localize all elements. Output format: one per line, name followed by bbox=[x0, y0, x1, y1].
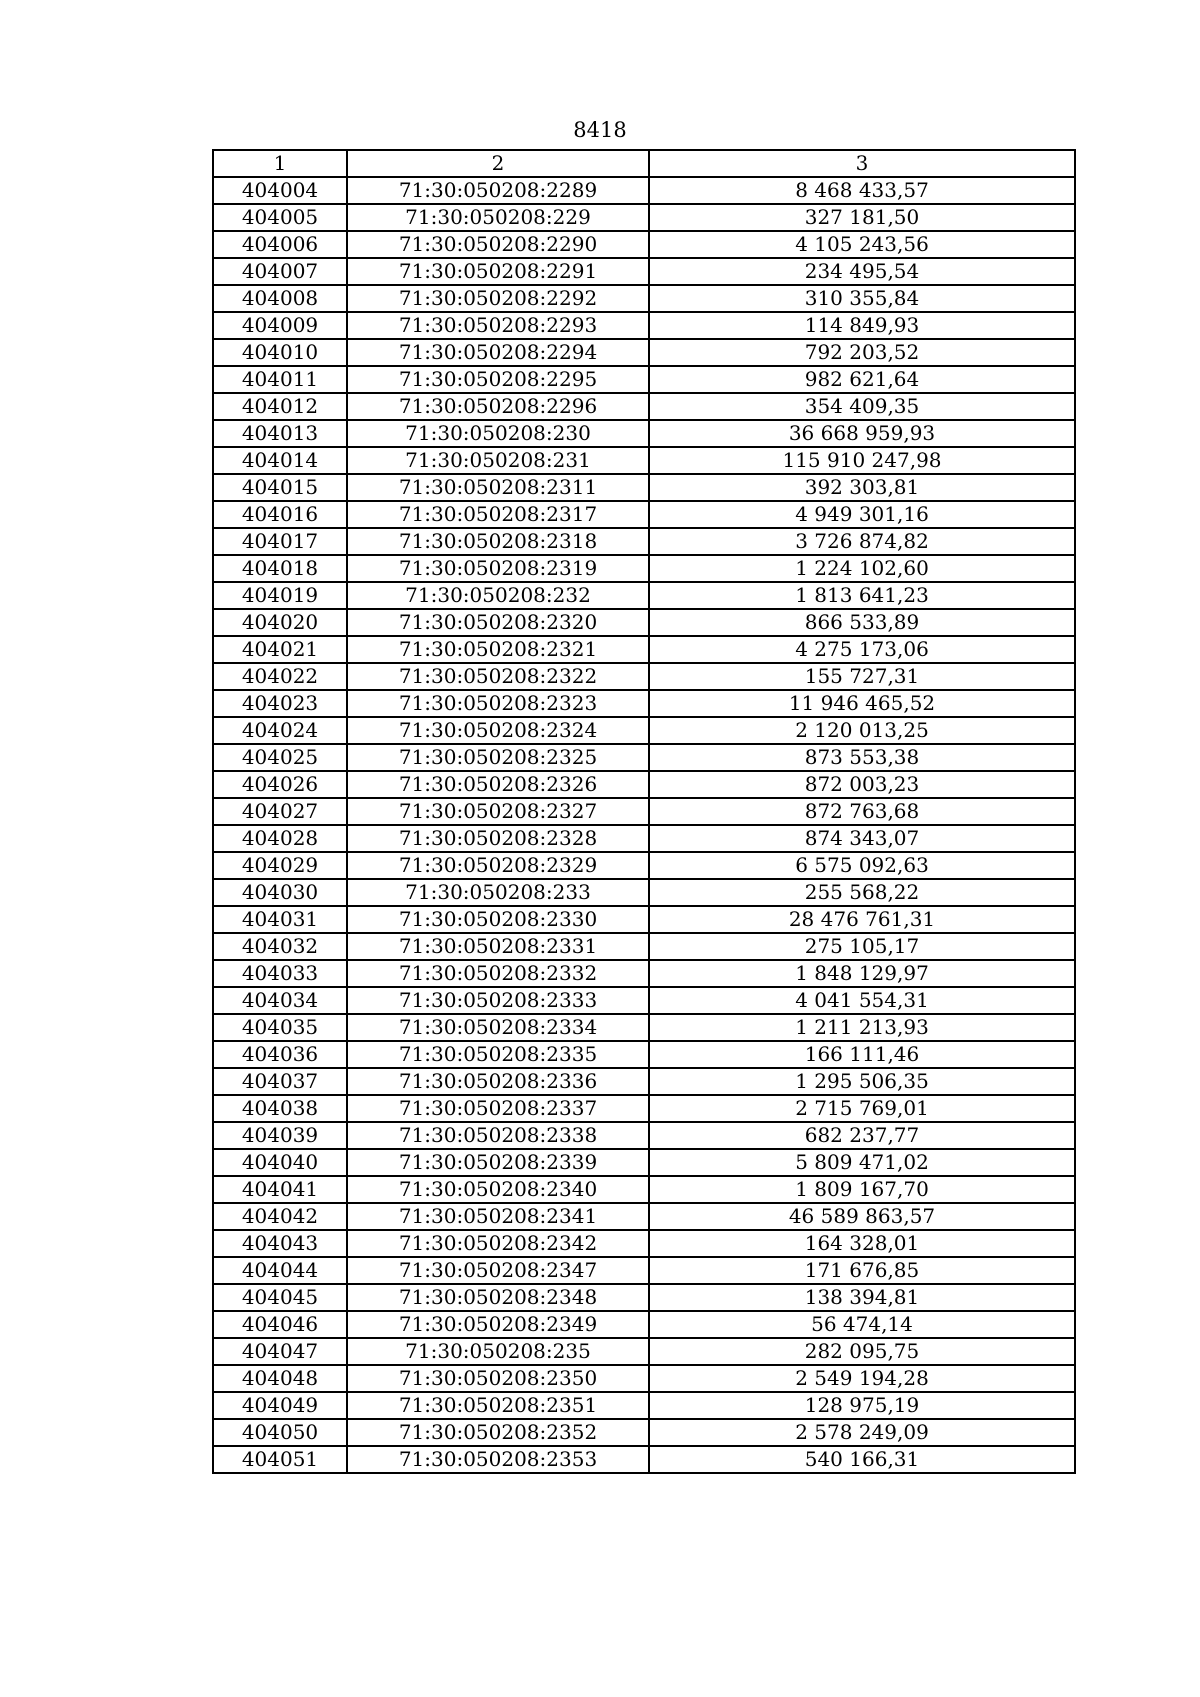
row-number-cell: 404013 bbox=[213, 420, 347, 447]
table-row bbox=[213, 528, 1075, 555]
table-row bbox=[213, 933, 1075, 960]
row-number-cell: 404031 bbox=[213, 906, 347, 933]
table-body bbox=[213, 177, 1075, 1473]
cadastral-number-cell: 71:30:050208:2319 bbox=[347, 555, 649, 582]
row-number-cell: 404006 bbox=[213, 231, 347, 258]
cadastral-value-cell: 56 474,14 bbox=[649, 1311, 1075, 1338]
table-row bbox=[213, 1095, 1075, 1122]
table-row bbox=[213, 744, 1075, 771]
row-number-cell: 404012 bbox=[213, 393, 347, 420]
cadastral-value-cell: 1 809 167,70 bbox=[649, 1176, 1075, 1203]
cadastral-value-cell: 540 166,31 bbox=[649, 1446, 1075, 1473]
cadastral-value-cell: 1 224 102,60 bbox=[649, 555, 1075, 582]
row-number-cell: 404038 bbox=[213, 1095, 347, 1122]
row-number-cell: 404050 bbox=[213, 1419, 347, 1446]
cadastral-number-cell: 71:30:050208:2350 bbox=[347, 1365, 649, 1392]
cadastral-value-cell: 872 763,68 bbox=[649, 798, 1075, 825]
cadastral-number-cell: 71:30:050208:2335 bbox=[347, 1041, 649, 1068]
cadastral-value-cell: 2 549 194,28 bbox=[649, 1365, 1075, 1392]
row-number-cell: 404042 bbox=[213, 1203, 347, 1230]
table-row bbox=[213, 609, 1075, 636]
cadastral-number-cell: 71:30:050208:232 bbox=[347, 582, 649, 609]
cadastral-number-cell: 71:30:050208:2352 bbox=[347, 1419, 649, 1446]
cadastral-number-cell: 71:30:050208:2347 bbox=[347, 1257, 649, 1284]
cadastral-number-cell: 71:30:050208:2351 bbox=[347, 1392, 649, 1419]
cadastral-number-cell: 71:30:050208:2290 bbox=[347, 231, 649, 258]
table-row bbox=[213, 1392, 1075, 1419]
table-row bbox=[213, 285, 1075, 312]
table-row bbox=[213, 1203, 1075, 1230]
cadastral-number-cell: 71:30:050208:2320 bbox=[347, 609, 649, 636]
table-row bbox=[213, 906, 1075, 933]
cadastral-number-cell: 71:30:050208:2336 bbox=[347, 1068, 649, 1095]
cadastral-value-cell: 5 809 471,02 bbox=[649, 1149, 1075, 1176]
row-number-cell: 404016 bbox=[213, 501, 347, 528]
cadastral-value-cell: 792 203,52 bbox=[649, 339, 1075, 366]
row-number-cell: 404032 bbox=[213, 933, 347, 960]
table-row bbox=[213, 231, 1075, 258]
table-row bbox=[213, 555, 1075, 582]
row-number-cell: 404040 bbox=[213, 1149, 347, 1176]
table-row bbox=[213, 852, 1075, 879]
table-row bbox=[213, 987, 1075, 1014]
cadastral-number-cell: 71:30:050208:231 bbox=[347, 447, 649, 474]
table-row bbox=[213, 771, 1075, 798]
cadastral-value-cell: 166 111,46 bbox=[649, 1041, 1075, 1068]
cadastral-number-cell: 71:30:050208:2341 bbox=[347, 1203, 649, 1230]
cadastral-value-cell: 3 726 874,82 bbox=[649, 528, 1075, 555]
cadastral-value-cell: 327 181,50 bbox=[649, 204, 1075, 231]
cadastral-value-cell: 866 533,89 bbox=[649, 609, 1075, 636]
row-number-cell: 404008 bbox=[213, 285, 347, 312]
table-row bbox=[213, 1446, 1075, 1473]
row-number-cell: 404027 bbox=[213, 798, 347, 825]
table-row bbox=[213, 1014, 1075, 1041]
cadastral-number-cell: 71:30:050208:229 bbox=[347, 204, 649, 231]
row-number-cell: 404029 bbox=[213, 852, 347, 879]
cadastral-number-cell: 71:30:050208:2311 bbox=[347, 474, 649, 501]
cadastral-number-cell: 71:30:050208:2331 bbox=[347, 933, 649, 960]
cadastral-number-cell: 71:30:050208:2289 bbox=[347, 177, 649, 204]
table-row bbox=[213, 339, 1075, 366]
table-row bbox=[213, 879, 1075, 906]
cadastral-number-cell: 71:30:050208:2318 bbox=[347, 528, 649, 555]
cadastral-value-cell: 114 849,93 bbox=[649, 312, 1075, 339]
cadastral-number-cell: 71:30:050208:2295 bbox=[347, 366, 649, 393]
cadastral-value-cell: 392 303,81 bbox=[649, 474, 1075, 501]
row-number-cell: 404037 bbox=[213, 1068, 347, 1095]
row-number-cell: 404014 bbox=[213, 447, 347, 474]
cadastral-value-cell: 8 468 433,57 bbox=[649, 177, 1075, 204]
cadastral-value-cell: 155 727,31 bbox=[649, 663, 1075, 690]
row-number-cell: 404030 bbox=[213, 879, 347, 906]
cadastral-number-cell: 71:30:050208:2293 bbox=[347, 312, 649, 339]
cadastral-number-cell: 71:30:050208:2342 bbox=[347, 1230, 649, 1257]
cadastral-number-cell: 71:30:050208:2321 bbox=[347, 636, 649, 663]
table-row bbox=[213, 258, 1075, 285]
cadastral-number-cell: 71:30:050208:2339 bbox=[347, 1149, 649, 1176]
cadastral-number-cell: 71:30:050208:2292 bbox=[347, 285, 649, 312]
cadastral-number-cell: 71:30:050208:2334 bbox=[347, 1014, 649, 1041]
table-row bbox=[213, 474, 1075, 501]
table-row bbox=[213, 1284, 1075, 1311]
row-number-cell: 404004 bbox=[213, 177, 347, 204]
table-row bbox=[213, 717, 1075, 744]
row-number-cell: 404005 bbox=[213, 204, 347, 231]
cadastral-number-cell: 71:30:050208:2353 bbox=[347, 1446, 649, 1473]
table-row bbox=[213, 204, 1075, 231]
table-row bbox=[213, 1068, 1075, 1095]
row-number-cell: 404039 bbox=[213, 1122, 347, 1149]
row-number-cell: 404028 bbox=[213, 825, 347, 852]
table-row bbox=[213, 501, 1075, 528]
cadastral-number-cell: 71:30:050208:2329 bbox=[347, 852, 649, 879]
cadastral-value-cell: 4 041 554,31 bbox=[649, 987, 1075, 1014]
cadastral-value-cell: 282 095,75 bbox=[649, 1338, 1075, 1365]
row-number-cell: 404033 bbox=[213, 960, 347, 987]
cadastral-number-cell: 71:30:050208:2324 bbox=[347, 717, 649, 744]
column-header-3: 3 bbox=[649, 150, 1075, 177]
cadastral-number-cell: 71:30:050208:2328 bbox=[347, 825, 649, 852]
table-row bbox=[213, 1419, 1075, 1446]
cadastral-value-cell: 4 275 173,06 bbox=[649, 636, 1075, 663]
cadastral-value-cell: 1 813 641,23 bbox=[649, 582, 1075, 609]
cadastral-value-table bbox=[212, 149, 1076, 1474]
row-number-cell: 404043 bbox=[213, 1230, 347, 1257]
row-number-cell: 404049 bbox=[213, 1392, 347, 1419]
cadastral-number-cell: 71:30:050208:2325 bbox=[347, 744, 649, 771]
cadastral-value-cell: 6 575 092,63 bbox=[649, 852, 1075, 879]
cadastral-value-cell: 354 409,35 bbox=[649, 393, 1075, 420]
cadastral-value-cell: 171 676,85 bbox=[649, 1257, 1075, 1284]
table-row bbox=[213, 312, 1075, 339]
cadastral-value-cell: 1 295 506,35 bbox=[649, 1068, 1075, 1095]
table-row bbox=[213, 366, 1075, 393]
table-row bbox=[213, 798, 1075, 825]
row-number-cell: 404019 bbox=[213, 582, 347, 609]
cadastral-value-cell: 4 949 301,16 bbox=[649, 501, 1075, 528]
table-row bbox=[213, 663, 1075, 690]
row-number-cell: 404022 bbox=[213, 663, 347, 690]
cadastral-value-cell: 28 476 761,31 bbox=[649, 906, 1075, 933]
row-number-cell: 404051 bbox=[213, 1446, 347, 1473]
column-header-1: 1 bbox=[213, 150, 347, 177]
cadastral-value-cell: 682 237,77 bbox=[649, 1122, 1075, 1149]
row-number-cell: 404048 bbox=[213, 1365, 347, 1392]
row-number-cell: 404007 bbox=[213, 258, 347, 285]
table-row bbox=[213, 177, 1075, 204]
cadastral-value-cell: 275 105,17 bbox=[649, 933, 1075, 960]
table-row bbox=[213, 1176, 1075, 1203]
row-number-cell: 404017 bbox=[213, 528, 347, 555]
table-row bbox=[213, 447, 1075, 474]
cadastral-number-cell: 71:30:050208:233 bbox=[347, 879, 649, 906]
cadastral-number-cell: 71:30:050208:2349 bbox=[347, 1311, 649, 1338]
row-number-cell: 404035 bbox=[213, 1014, 347, 1041]
table-row bbox=[213, 582, 1075, 609]
cadastral-number-cell: 71:30:050208:2340 bbox=[347, 1176, 649, 1203]
cadastral-number-cell: 71:30:050208:2333 bbox=[347, 987, 649, 1014]
row-number-cell: 404020 bbox=[213, 609, 347, 636]
row-number-cell: 404026 bbox=[213, 771, 347, 798]
cadastral-value-cell: 1 211 213,93 bbox=[649, 1014, 1075, 1041]
row-number-cell: 404010 bbox=[213, 339, 347, 366]
table-row bbox=[213, 690, 1075, 717]
cadastral-value-cell: 2 120 013,25 bbox=[649, 717, 1075, 744]
cadastral-value-cell: 128 975,19 bbox=[649, 1392, 1075, 1419]
row-number-cell: 404041 bbox=[213, 1176, 347, 1203]
row-number-cell: 404045 bbox=[213, 1284, 347, 1311]
cadastral-value-cell: 982 621,64 bbox=[649, 366, 1075, 393]
cadastral-number-cell: 71:30:050208:2326 bbox=[347, 771, 649, 798]
table-row bbox=[213, 1311, 1075, 1338]
cadastral-value-cell: 2 715 769,01 bbox=[649, 1095, 1075, 1122]
cadastral-number-cell: 71:30:050208:235 bbox=[347, 1338, 649, 1365]
column-header-2: 2 bbox=[347, 150, 649, 177]
cadastral-number-cell: 71:30:050208:2332 bbox=[347, 960, 649, 987]
cadastral-value-cell: 164 328,01 bbox=[649, 1230, 1075, 1257]
cadastral-value-cell: 1 848 129,97 bbox=[649, 960, 1075, 987]
cadastral-value-cell: 11 946 465,52 bbox=[649, 690, 1075, 717]
row-number-cell: 404018 bbox=[213, 555, 347, 582]
table-row bbox=[213, 636, 1075, 663]
table-row bbox=[213, 393, 1075, 420]
cadastral-number-cell: 71:30:050208:2348 bbox=[347, 1284, 649, 1311]
page-number: 8418 bbox=[573, 118, 627, 142]
row-number-cell: 404015 bbox=[213, 474, 347, 501]
cadastral-value-cell: 138 394,81 bbox=[649, 1284, 1075, 1311]
cadastral-number-cell: 71:30:050208:2337 bbox=[347, 1095, 649, 1122]
table-row bbox=[213, 1338, 1075, 1365]
table-row bbox=[213, 1122, 1075, 1149]
row-number-cell: 404046 bbox=[213, 1311, 347, 1338]
cadastral-number-cell: 71:30:050208:2317 bbox=[347, 501, 649, 528]
cadastral-number-cell: 71:30:050208:2322 bbox=[347, 663, 649, 690]
row-number-cell: 404034 bbox=[213, 987, 347, 1014]
cadastral-value-cell: 4 105 243,56 bbox=[649, 231, 1075, 258]
row-number-cell: 404044 bbox=[213, 1257, 347, 1284]
cadastral-number-cell: 71:30:050208:230 bbox=[347, 420, 649, 447]
table-row bbox=[213, 420, 1075, 447]
cadastral-number-cell: 71:30:050208:2338 bbox=[347, 1122, 649, 1149]
cadastral-number-cell: 71:30:050208:2291 bbox=[347, 258, 649, 285]
cadastral-number-cell: 71:30:050208:2294 bbox=[347, 339, 649, 366]
table-row bbox=[213, 1365, 1075, 1392]
cadastral-value-cell: 874 343,07 bbox=[649, 825, 1075, 852]
row-number-cell: 404036 bbox=[213, 1041, 347, 1068]
table-row bbox=[213, 1257, 1075, 1284]
cadastral-value-cell: 46 589 863,57 bbox=[649, 1203, 1075, 1230]
table-row bbox=[213, 1041, 1075, 1068]
cadastral-value-cell: 234 495,54 bbox=[649, 258, 1075, 285]
cadastral-value-cell: 115 910 247,98 bbox=[649, 447, 1075, 474]
row-number-cell: 404025 bbox=[213, 744, 347, 771]
table-row bbox=[213, 825, 1075, 852]
row-number-cell: 404047 bbox=[213, 1338, 347, 1365]
row-number-cell: 404024 bbox=[213, 717, 347, 744]
cadastral-number-cell: 71:30:050208:2323 bbox=[347, 690, 649, 717]
cadastral-number-cell: 71:30:050208:2330 bbox=[347, 906, 649, 933]
row-number-cell: 404011 bbox=[213, 366, 347, 393]
cadastral-value-cell: 872 003,23 bbox=[649, 771, 1075, 798]
cadastral-value-cell: 873 553,38 bbox=[649, 744, 1075, 771]
cadastral-number-cell: 71:30:050208:2296 bbox=[347, 393, 649, 420]
table-row bbox=[213, 1230, 1075, 1257]
cadastral-number-cell: 71:30:050208:2327 bbox=[347, 798, 649, 825]
table-row bbox=[213, 960, 1075, 987]
table-header-row bbox=[213, 150, 1075, 177]
cadastral-value-cell: 36 668 959,93 bbox=[649, 420, 1075, 447]
cadastral-value-cell: 2 578 249,09 bbox=[649, 1419, 1075, 1446]
row-number-cell: 404021 bbox=[213, 636, 347, 663]
row-number-cell: 404009 bbox=[213, 312, 347, 339]
table-row bbox=[213, 1149, 1075, 1176]
cadastral-value-cell: 310 355,84 bbox=[649, 285, 1075, 312]
cadastral-value-cell: 255 568,22 bbox=[649, 879, 1075, 906]
row-number-cell: 404023 bbox=[213, 690, 347, 717]
